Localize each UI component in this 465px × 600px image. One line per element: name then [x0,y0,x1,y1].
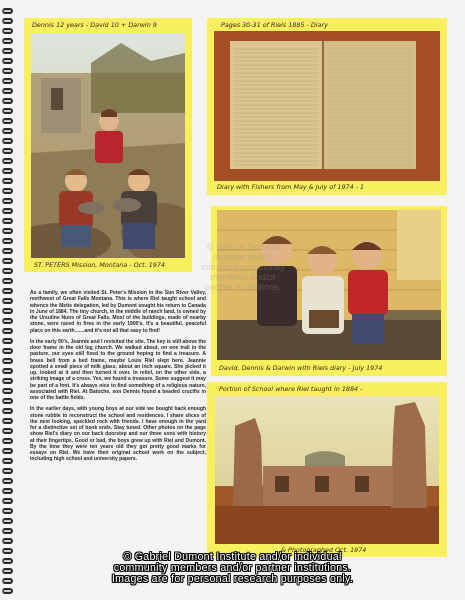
spiral-ring [2,498,13,504]
spiral-ring [2,418,13,424]
photo-caption-bottom: ST. PETERS Mission, Montana - Oct. 1974 [34,261,165,269]
spiral-ring [2,198,13,204]
spiral-ring [2,318,13,324]
photo-boys-at-mission [24,18,192,272]
spiral-ring [2,308,13,314]
paragraph: In the earlier days, with young boys at our side we bought back enough stone rubble to reconstruct the school and residences. I share slices of the next looking, speckled rock with friends. I have enough in the yard for a distinctive set of book ends. Stay tuned. Other photos on the page show Riel's diary on our back doorstep and our three sons with history at their fingertips. Good or bad, the boys grew up with Riel and Dumont. By the time they were ten years old they got pretty good marks for essays on Riel. We have their original school work on the subject, including high school and university papers. [30,406,206,463]
spiral-ring [2,268,13,274]
spiral-ring [2,248,13,254]
paragraph: As a family, we often visited St. Peter's Mission in the Sun River Valley, northwest of Great Falls Montana. This is where Riel taught school and whence the Metis delegation, led by Dumont sought his return to Canada in June of 1884. The tiny church, in the middle of ranch land, is owned by the Ursuline Nuns of Great Falls. Most of the buildings, made of nearby stone, were razed in fires in the early 1900's. It's a beautiful, peaceful place on this earth.......and it's not all that easy to find! [30,290,206,334]
photo-caption-top: Dennis 12 years - David 10 + Darwin 9 [32,21,157,29]
spiral-ring [2,388,13,394]
spiral-ring [2,398,13,404]
spiral-ring [2,478,13,484]
spiral-ring [2,378,13,384]
photo-caption-top: Portion of School where Riel taught in 1884 - [219,385,363,393]
spiral-ring [2,228,13,234]
spiral-ring [2,338,13,344]
spiral-ring [2,88,13,94]
spiral-ring [2,78,13,84]
photo-caption-bottom: Diary with Fishers from May & July of 1974 - 1 [217,183,365,191]
photo-caption-top: Pages 30-31 of Riels 1885 - Diary [221,21,328,29]
photo-image [215,396,439,544]
spiral-ring [2,28,13,34]
spiral-ring [2,128,13,134]
spiral-ring [2,38,13,44]
spiral-ring [2,518,13,524]
spiral-ring [2,98,13,104]
photo-riel-diary-pages [207,18,447,195]
spiral-ring [2,428,13,434]
spiral-ring [2,278,13,284]
spiral-ring [2,168,13,174]
copyright-line: community members and/or partner institutions. [113,562,352,575]
spiral-ring [2,328,13,334]
spiral-ring [2,588,13,594]
spiral-ring [2,408,13,414]
spiral-ring [2,138,13,144]
body-text [30,290,206,468]
spiral-ring [2,158,13,164]
spiral-ring [2,178,13,184]
spiral-ring [2,188,13,194]
photo-school-ruins [207,382,447,557]
spiral-ring [2,18,13,24]
spiral-ring [2,118,13,124]
spiral-ring [2,298,13,304]
spiral-ring [2,208,13,214]
spiral-ring [2,48,13,54]
spiral-ring [2,508,13,514]
spiral-ring [2,438,13,444]
photo-image [214,31,440,181]
paragraph: In the early 90's, Jeannie and I revisited the site. The key is still above the door frame in the old log church. We walked about, on one trail in the pasture, our eyes still fixed to the ground hoping to find a treasure. A brass bell from a bed frame, maybe Louis Riel slept here. Jeannie spotted a small piece of milk glass, about an inch square. She picked it up, looked at it and then turned it over. In relief, on the other side, a striking image of a cross. Yes, we found a treasure. Some suggest it may be part of a font. It's always nice to find something of a religious nature, associated with Riel. At Batoche, son Dennis found a beaded crucifix in one of the battle fields. [30,338,206,401]
spiral-ring [2,348,13,354]
spiral-ring [2,258,13,264]
spiral-ring [2,148,13,154]
spiral-ring [2,448,13,454]
spiral-ring [2,528,13,534]
spiral-ring [2,108,13,114]
spiral-ring [2,468,13,474]
copyright-notice [0,552,465,586]
spiral-ring [2,238,13,244]
spiral-ring [2,58,13,64]
copyright-line: © Gabriel Dumont Institute and/or individual [123,551,342,563]
copyright-line: Images are for personal research purposes only. [111,573,354,586]
photo-caption-bottom: & Photographed Oct. 1974 [281,546,367,554]
spiral-ring [2,538,13,544]
spiral-binding [2,0,14,600]
photo-caption-bottom: David, Dennis & Darwin with Riels diary - July 1974 [219,364,383,372]
spiral-ring [2,358,13,364]
spiral-ring [2,368,13,374]
spiral-ring [2,488,13,494]
spiral-ring [2,8,13,14]
photo-image [31,33,185,258]
watermark: © Gabriel Dumont Institute and/or individual community members and/or partner institutions. [201,242,285,292]
spiral-ring [2,288,13,294]
spiral-ring [2,68,13,74]
spiral-ring [2,218,13,224]
spiral-ring [2,458,13,464]
